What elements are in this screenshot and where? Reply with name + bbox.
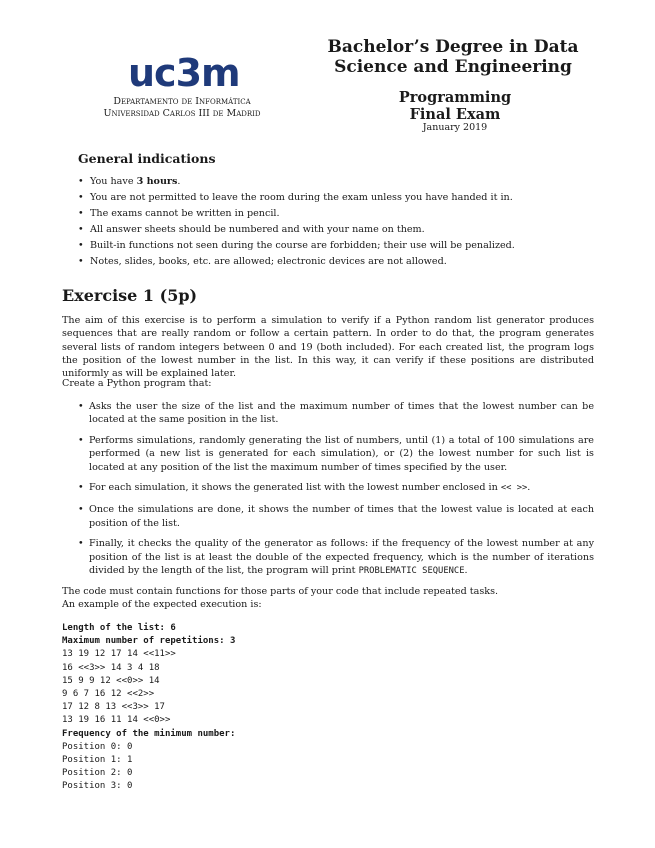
example-execution-code <box>62 622 235 794</box>
code-line: Position 2: 0 <box>62 768 133 779</box>
course-title <box>360 90 550 123</box>
indication-text: . <box>177 176 181 187</box>
code-line: Position 1: 1 <box>62 755 133 766</box>
general-indications-heading: General indications <box>78 151 216 166</box>
task-text: . <box>527 482 531 494</box>
general-indications-list <box>78 174 598 270</box>
indication-item <box>78 174 598 190</box>
university-name: Universidad Carlos III de Madrid <box>103 108 261 119</box>
indication-item: • The exams cannot be written in pencil. <box>78 206 598 222</box>
degree-line-1: Bachelor’s Degree in Data <box>327 37 579 57</box>
task-item <box>78 537 594 578</box>
exercise-create-line: Create a Python program that: <box>62 378 212 389</box>
indication-bold-text: 3 hours <box>136 176 178 187</box>
task-item: • Once the simulations are done, it shows the number of times that the lowest value is located at each position of the list. <box>78 503 594 530</box>
code-line: Length of the list: 6 <box>62 623 176 633</box>
indication-item: • Notes, slides, books, etc. are allowed; electronic devices are not allowed. <box>78 254 598 270</box>
uc3m-logo: uc3m <box>128 51 240 95</box>
code-line: 9 6 7 16 12 <<2>> <box>62 689 155 700</box>
code-line: Frequency of the minimum number: <box>62 728 236 739</box>
code-line: 13 19 12 17 14 <<11>> <box>62 649 176 660</box>
code-line: Maximum number of repetitions: 3 <box>62 636 236 647</box>
task-text: . <box>464 564 468 576</box>
code-line: 13 19 16 11 14 <<0>> <box>62 715 171 726</box>
task-item: • Performs simulations, randomly generating the list of numbers, until (1) a total of 100 simulations are performed (a new list is generated for each simulation), or (2) the lowest number for such list is located at any position of the list the maximum number of times specified by the user. <box>78 434 594 474</box>
degree-title <box>318 38 588 77</box>
indication-item: • You are not permitted to leave the room during the exam unless you have handed it in. <box>78 190 598 206</box>
code-line: 17 12 8 13 <<3>> 17 <box>62 702 165 713</box>
exercise-heading: Exercise 1 (5p) <box>62 286 198 305</box>
task-text: For each simulation, it shows the generated list with the lowest number enclosed in <box>89 482 501 494</box>
task-text: Finally, it checks the quality of the generator as follows: if the frequency of the lowest number at any position of the list is at least the double of the expected frequency, which is the number of iterations divided by the length of the list, the program will print <box>89 538 594 576</box>
degree-line-2: Science and Engineering <box>334 56 572 77</box>
task-code: PROBLEMATIC SEQUENCE <box>358 565 465 576</box>
indication-item: • All answer sheets should be numbered and with your name on them. <box>78 222 598 238</box>
department-name: Departamento de Informática <box>113 96 251 107</box>
task-item <box>78 481 594 495</box>
code-line: 16 <<3>> 14 3 4 18 <box>62 662 160 673</box>
example-intro: An example of the expected execution is: <box>62 599 262 610</box>
functions-note: The code must contain functions for those parts of your code that include repeated tasks. <box>62 586 499 597</box>
course-line-2: Final Exam <box>409 105 501 123</box>
code-line: Position 0: 0 <box>62 741 133 752</box>
exercise-intro: The aim of this exercise is to perform a simulation to verify if a Python random list generator produces sequences that are really random or follow a certain pattern. In order to do that, the program generates several lists of random integers between 0 and 19 (both included). For each created list, the program logs the position of the lowest number in the list. In this way, it can verify if these positions are distributed uniformly as will be explained later. <box>62 315 594 380</box>
exam-date: January 2019 <box>422 122 488 133</box>
course-line-1: Programming <box>398 89 512 106</box>
code-line: Position 3: 0 <box>62 781 133 792</box>
exercise-task-list <box>78 400 594 586</box>
task-item: • Asks the user the size of the list and the maximum number of times that the lowest number can be located at the same position in the list. <box>78 400 594 427</box>
indication-item: • Built-in functions not seen during the course are forbidden; their use will be penalized. <box>78 238 598 254</box>
indication-text: You have <box>90 176 137 187</box>
task-code: << >> <box>500 483 528 494</box>
code-line: 15 9 9 12 <<0>> 14 <box>62 675 160 686</box>
